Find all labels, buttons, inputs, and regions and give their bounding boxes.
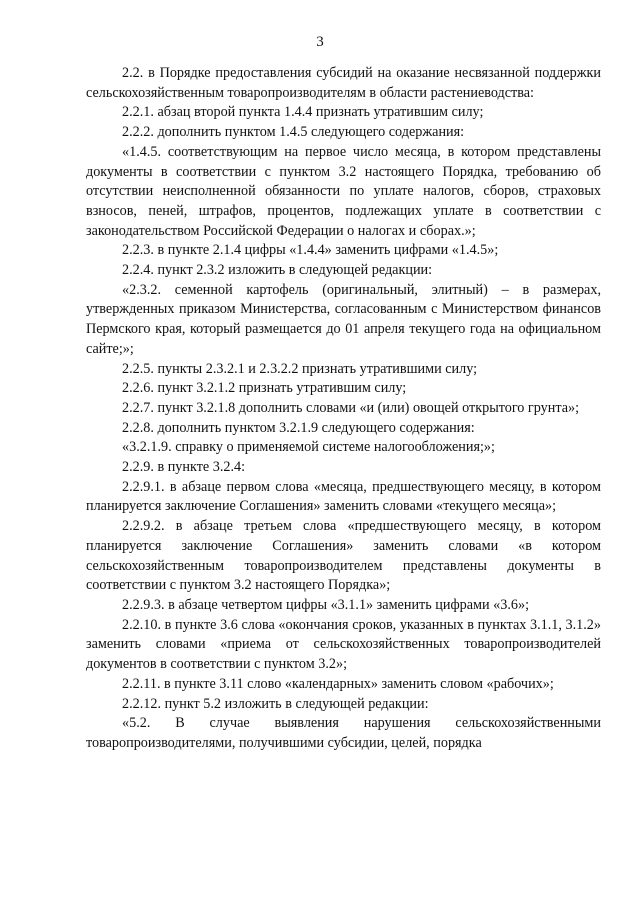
paragraph: «1.4.5. соответствующим на первое число месяца, в котором представлены документы в соответствии с пунктом 3.2 настоящего Порядка, требованию об отсутствии неисполненной обязанности по уплате налогов, сборов, страховых взносов, пеней, штрафов, процентов, подлежащих уплате в соответствии с законодательством Российской Федерации о налогах и сборах.»; (86, 143, 601, 239)
paragraph: 2.2.5. пункты 2.3.2.1 и 2.3.2.2 признать утратившими силу; (122, 360, 478, 377)
paragraph: 2.2.9.1. в абзаце первом слова «месяца, предшествующего месяцу, в котором планируется заключение Соглашения» заменить словами «текущего месяца»; (86, 478, 601, 515)
page-number: 3 (316, 34, 324, 50)
paragraph: 2.2.8. дополнить пунктом 3.2.1.9 следующего содержания: (122, 419, 475, 436)
paragraph: 2.2.9.3. в абзаце четвертом цифры «3.1.1» заменить цифрами «3.6»; (122, 596, 530, 613)
document-body (86, 64, 601, 754)
paragraph: 2.2.6. пункт 3.2.1.2 признать утратившим силу; (122, 380, 407, 397)
paragraph: 2.2.11. в пункте 3.11 слово «календарных» заменить словом «рабочих»; (122, 675, 554, 692)
paragraph: 2.2. в Порядке предоставления субсидий на оказание несвязанной поддержки сельскохозяйственным товаропроизводителям в области растениеводства: (86, 65, 601, 101)
paragraph: «5.2. В случае выявления нарушения сельскохозяйственными товаропроизводителями, получившими субсидии, целей, порядка (86, 715, 601, 751)
paragraph: 2.2.3. в пункте 2.1.4 цифры «1.4.4» заменить цифрами «1.4.5»; (122, 242, 499, 259)
paragraph: 2.2.1. абзац второй пункта 1.4.4 признать утратившим силу; (122, 104, 484, 121)
paragraph: «2.3.2. семенной картофель (оригинальный, элитный) – в размерах, утвержденных приказом Министерства, согласованным с Министерством финансов Пермского края, который размещается до 01 апреля текущего года на официальном сайте;»; (86, 281, 601, 357)
paragraph: 2.2.7. пункт 3.2.1.8 дополнить словами «и (или) овощей открытого грунта»; (122, 399, 580, 416)
paragraph: 2.2.12. пункт 5.2 изложить в следующей редакции: (122, 695, 429, 712)
paragraph: 2.2.9. в пункте 3.2.4: (122, 459, 246, 476)
paragraph: «3.2.1.9. справку о применяемой системе налогообложения;»; (122, 439, 495, 456)
paragraph: 2.2.4. пункт 2.3.2 изложить в следующей редакции: (122, 262, 433, 279)
paragraph: 2.2.10. в пункте 3.6 слова «окончания сроков, указанных в пунктах 3.1.1, 3.1.2» заменить словами «приема от сельскохозяйственных товаропроизводителей документов в соответствии с пунктом 3.2»; (86, 616, 601, 673)
paragraph: 2.2.9.2. в абзаце третьем слова «предшествующего месяцу, в котором планируется заключение Соглашения» заменить словами «в котором сельскохозяйственным товаропроизводителем представлены документы в соответствии с пунктом 3.2 настоящего Порядка»; (86, 518, 601, 594)
paragraph: 2.2.2. дополнить пунктом 1.4.5 следующего содержания: (122, 124, 465, 141)
